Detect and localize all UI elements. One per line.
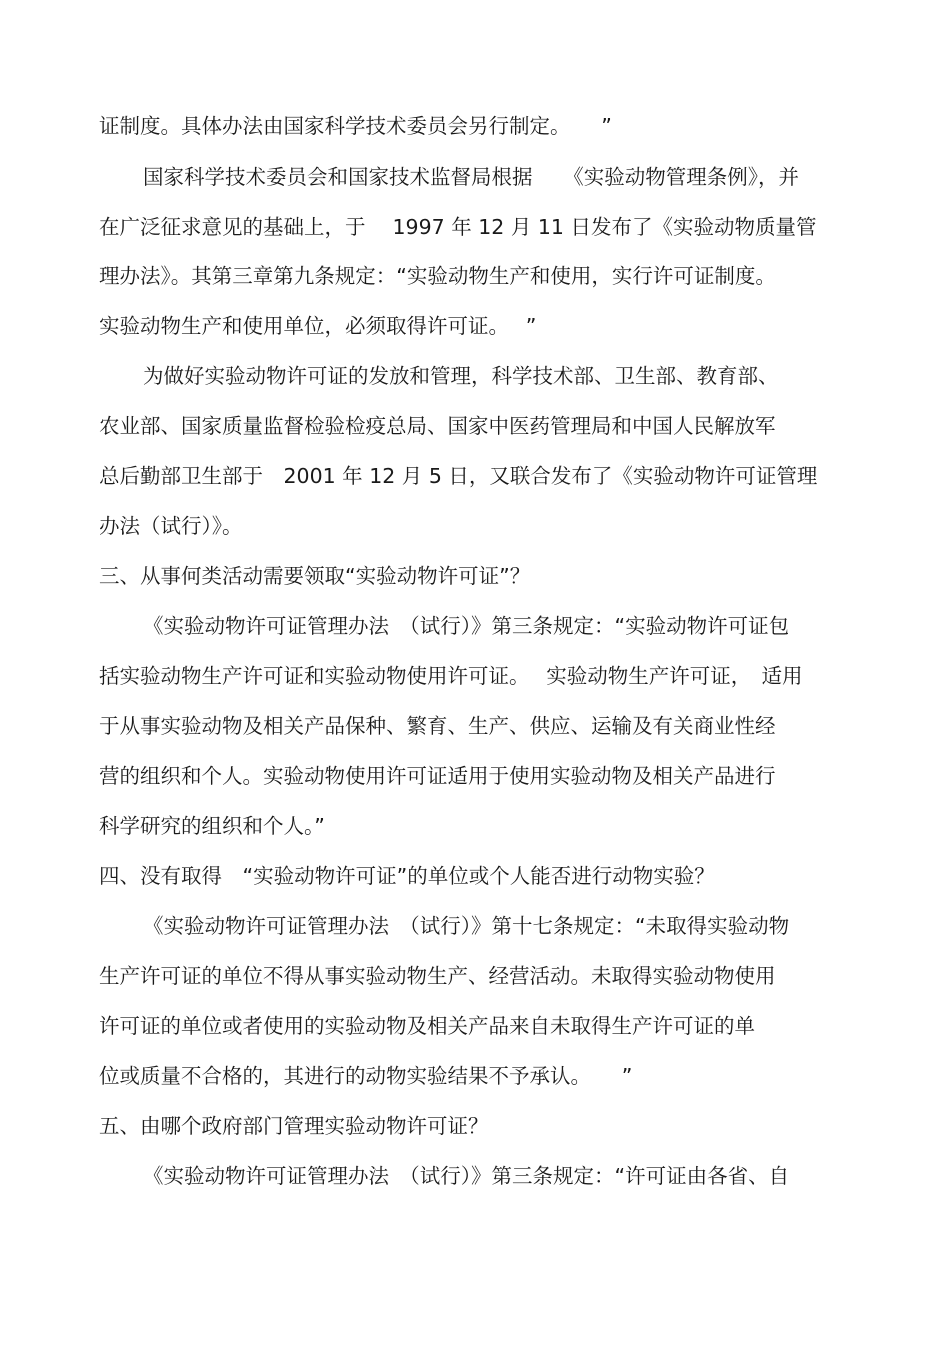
text-line-12: 括实验动物生产许可证和实验动物使用许可证。 实验动物生产许可证， 适用 [99, 664, 803, 688]
text-line-17: 《实验动物许可证管理办法 （试行）》第十七条规定：“未取得实验动物 [143, 914, 790, 938]
text-line-7: 农业部、国家质量监督检验检疫总局、国家中医药管理局和中国人民解放军 [99, 414, 776, 438]
text-line-22: 《实验动物许可证管理办法 （试行）》第三条规定：“许可证由各省、自 [143, 1164, 790, 1188]
text-line-14: 营的组织和个人。实验动物使用许可证适用于使用实验动物及相关产品进行 [99, 764, 776, 788]
text-line-8: 总后勤部卫生部于 2001 年 12 月 5 日，又联合发布了《实验动物许可证管理 [99, 464, 818, 488]
text-line-3: 在广泛征求意见的基础上，于 1997 年 12 月 11 日发布了《实验动物质量管 [99, 215, 817, 239]
text-line-11: 《实验动物许可证管理办法 （试行）》第三条规定：“实验动物许可证包 [143, 614, 790, 638]
text-line-9: 办法（试行）》。 [99, 514, 243, 538]
text-line-1: 证制度。具体办法由国家科学技术委员会另行制定。 ” [99, 114, 612, 138]
text-line-5: 实验动物生产和使用单位，必须取得许可证。 ” [99, 314, 537, 338]
text-line-13: 于从事实验动物及相关产品保种、繁育、生产、供应、运输及有关商业性经 [99, 714, 776, 738]
section-heading-3: 三、从事何类活动需要领取“实验动物许可证”？ [99, 564, 531, 588]
text-line-20: 位或质量不合格的，其进行的动物实验结果不予承认。 ” [99, 1064, 633, 1088]
text-line-15: 科学研究的组织和个人。” [99, 814, 325, 838]
text-line-2: 国家科学技术委员会和国家技术监督局根据 《实验动物管理条例》，并 [143, 165, 799, 189]
section-heading-4: 四、没有取得 “实验动物许可证”的单位或个人能否进行动物实验？ [99, 864, 715, 888]
section-heading-5: 五、由哪个政府部门管理实验动物许可证？ [99, 1114, 489, 1138]
text-line-18: 生产许可证的单位不得从事实验动物生产、经营活动。未取得实验动物使用 [99, 964, 776, 988]
text-line-4: 理办法》。其第三章第九条规定：“实验动物生产和使用，实行许可证制度。 [99, 264, 776, 288]
text-line-6: 为做好实验动物许可证的发放和管理，科学技术部、卫生部、教育部、 [143, 364, 779, 388]
text-line-19: 许可证的单位或者使用的实验动物及相关产品来自未取得生产许可证的单 [99, 1014, 755, 1038]
